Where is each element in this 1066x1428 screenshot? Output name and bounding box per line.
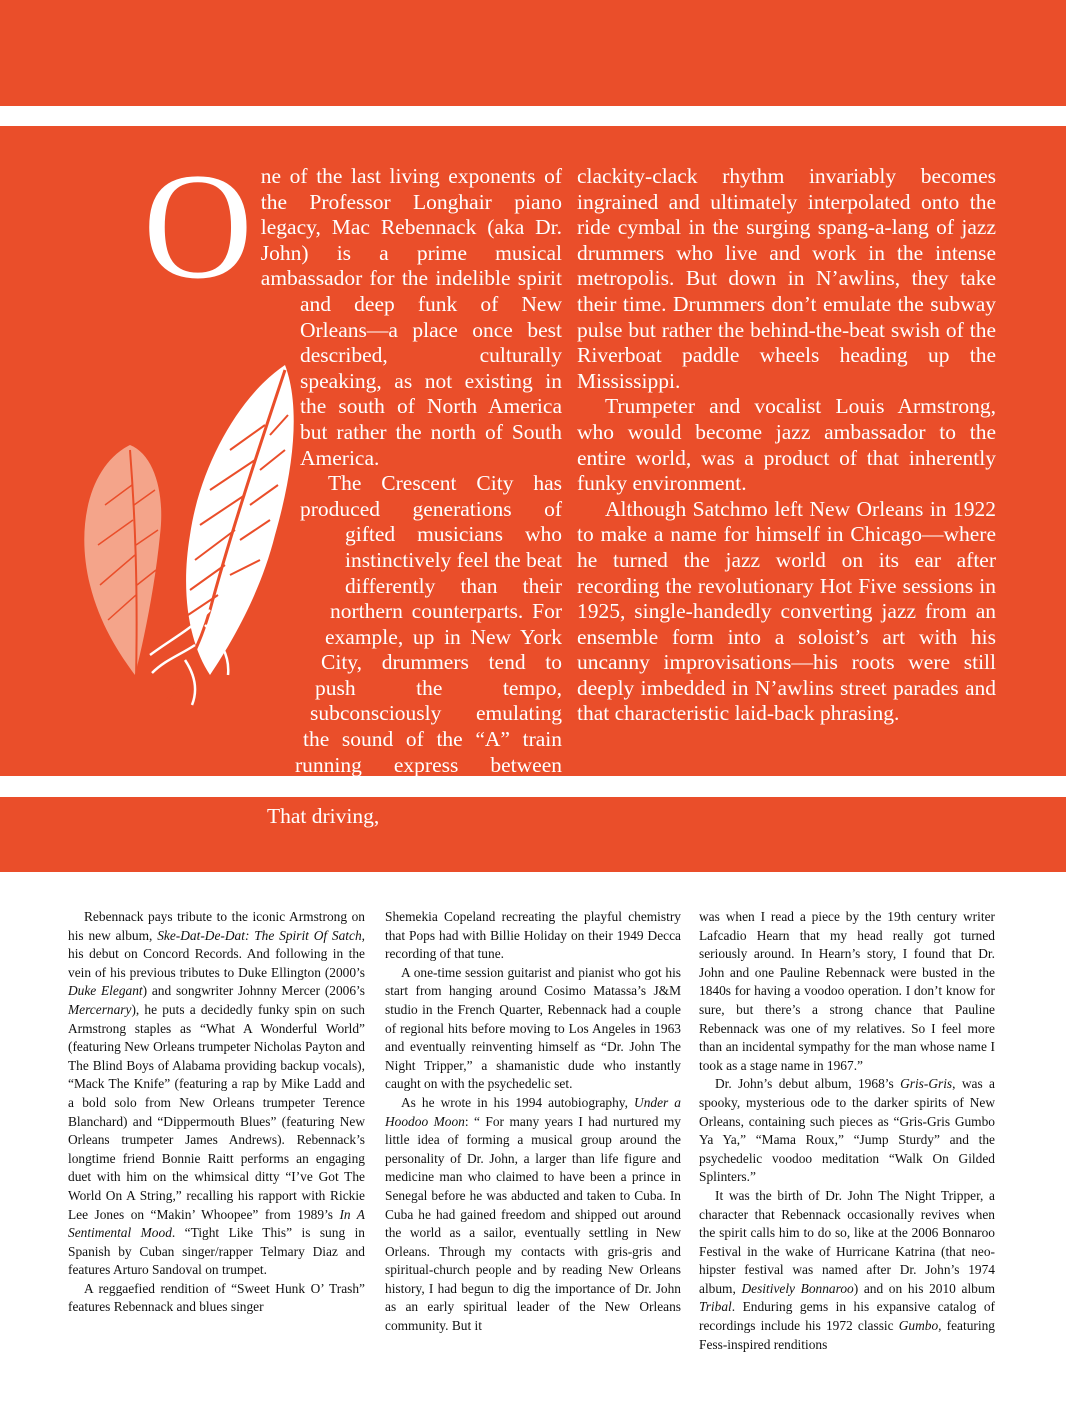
- body-column-2: [385, 908, 681, 1336]
- drop-cap: O: [143, 142, 253, 310]
- body-column-1: [68, 908, 365, 1317]
- feature-paragraph: clackity-clack rhythm invariably becomes ingrained and ultimately interpolated onto the ride cymbal in the surging spang-a-lang of jazz drummers who live and work in the intense metropolis. But down in N’awlins, they take their time. Drummers don’t emulate the subway pulse but rather the behind-the-beat swish of the Riverboat paddle wheels heading up the Mississippi.: [577, 164, 996, 393]
- album-title: Desitively Bonnaroo: [741, 1280, 854, 1296]
- feature-paragraph: ne of the last living exponents of the Professor Longhair piano legacy, Mac Rebennack (aka Dr. John) is a prime musical ambassador for the indelible spirit and deep funk of New Orleans—a place once best described, culturally speaking, as not existing in the south of North America but rather the north of South America.: [260, 164, 562, 470]
- body-paragraph: As he wrote in his 1994 autobiography, Under a Hoodoo Moon: “ For many years I had nurtured my little idea of forming a musical group around the personality of Dr. John, a larger than life figure and medicine man who claimed to have been a prince in Senegal before he was abducted and taken to Cuba. In Cuba he had gained freedom and shipped out around the world as a sailor, eventually settling in New Orleans. Through my contacts with gris-gris and spiritual-church people and by reading New Orleans history, I had begun to dig the importance of Dr. John as an early spiritual leader of the New Orleans community. But it: [385, 1094, 681, 1334]
- body-paragraph: Rebennack pays tribute to the iconic Armstrong on his new album, Ske-Dat-De-Dat: The Spirit Of Satch, his debut on Concord Records. And following in the vein of his previous tributes to Duke Ellington (2000’s Duke Elegant) and songwriter Johnny Mercer (2006’s Mercernary), he puts a decidedly funky spin on such Armstrong staples as “What A Wonderful World” (featuring New Orleans trumpeter Nicholas Payton and The Blind Boys of Alabama providing backup vocals), “Mack The Knife” (featuring a rap by Mike Ladd and a bold solo from New Orleans trumpeter Terence Blanchard) and “Dippermouth Blues” (featuring New Orleans trumpeter James Andrews). Rebennack’s longtime friend Bonnie Raitt performs an engaging duet with him on the whimsical ditty “I’ve Got The World On A String,” recalling his rapport with Rickie Lee Jones on “Makin’ Whoopee” from 1989’s In A Sentimental Mood. “Tight Like This” is sung in Spanish by Cuban singer/rapper Telmary Diaz and features Arturo Sandoval on trumpet.: [68, 909, 366, 1278]
- feature-paragraph: Trumpeter and vocalist Louis Armstrong, who would become jazz ambassador to the entire world, was a product of that inherently funky environment.: [577, 394, 996, 496]
- album-title: Tribal: [699, 1299, 732, 1315]
- feature-paragraph: The Crescent City has produced generations of gifted musicians who instinctively feel the beat differently than their northern counterparts. For example, up in New York City, drummers tend to push the tempo, subconsciously emulating the sound of the “A” train running express between 125th Street and 59th Street. That driving,: [267, 471, 562, 828]
- body-paragraph: It was the birth of Dr. John The Night Tripper, a character that Rebennack occasionally revives when the spirit calls him to do so, like at the 2006 Bonnaroo Festival in the wake of Hurricane Katrina (that neo-hipster festival was named after Dr. John’s 1974 album, Desitively Bonnaroo) and on his 2010 album Tribal. Enduring gems in his expansive catalog of recordings include his 1972 classic Gumbo, featuring Fess-inspired renditions: [699, 1187, 995, 1352]
- body-column-3: [699, 908, 995, 1354]
- book-title: Under a Hoodoo Moon: [385, 1094, 681, 1129]
- album-title: In A Sentimental Mood: [68, 1206, 365, 1241]
- feature-column-right: [577, 164, 996, 727]
- album-title: Gris-Gris: [900, 1076, 953, 1092]
- body-paragraph: was when I read a piece by the 19th century writer Lafcadio Hearn that my head really got turned seriously around. In Hearn’s story, I found that Dr. John and one Pauline Rebennack were busted in the 1840s for having a voodoo operation. I don’t know for sure, but there’s a strong chance that Pauline Rebennack was one of my relatives. So I feel more than an incidental sympathy for the man whose name I took as a stage name in 1967.”: [699, 909, 995, 1073]
- body-paragraph: A one-time session guitarist and pianist who got his start from hanging around Cosimo Matassa’s J&M studio in the French Quarter, Rebennack had a couple of regional hits before moving to Los Angeles in 1963 and eventually reinventing himself as “Dr. John The Night Tripper,” a shamanistic dude who instantly caught on with the psychedelic set.: [385, 964, 681, 1092]
- feature-paragraph: Although Satchmo left New Orleans in 1922 to make a name for himself in Chicago—where he turned the jazz world on its ear after recording the revolutionary Hot Five sessions in 1925, single-handedly converting jazz from an ensemble form into a soloist’s art with his uncanny improvisations—his roots were still deeply imbedded in N’awlins street parades and that characteristic laid-back phrasing.: [577, 496, 996, 726]
- body-paragraph: Shemekia Copeland recreating the playful chemistry that Pops had with Billie Holiday on their 1949 Decca recording of that tune.: [385, 909, 681, 962]
- album-title: Ske-Dat-De-Dat: The Spirit Of Satch: [157, 927, 362, 943]
- album-title: Duke Elegant: [68, 983, 143, 999]
- album-title: Mercernary: [68, 1001, 132, 1017]
- body-paragraph: A reggaefied rendition of “Sweet Hunk O’ Trash” features Rebennack and blues singer: [68, 1280, 365, 1315]
- top-orange-band: [0, 0, 1066, 106]
- body-paragraph: Dr. John’s debut album, 1968’s Gris-Gris, was a spooky, mysterious ode to the darker spirits of New Orleans, containing such pieces as “Gris-Gris Gumbo Ya Ya,” “Mama Roux,” “Jump Sturdy” and the psychedelic voodoo meditation “Walk On Gilded Splinters.”: [699, 1076, 995, 1185]
- feature-column-left: [143, 142, 562, 846]
- album-title: Gumbo: [898, 1318, 939, 1334]
